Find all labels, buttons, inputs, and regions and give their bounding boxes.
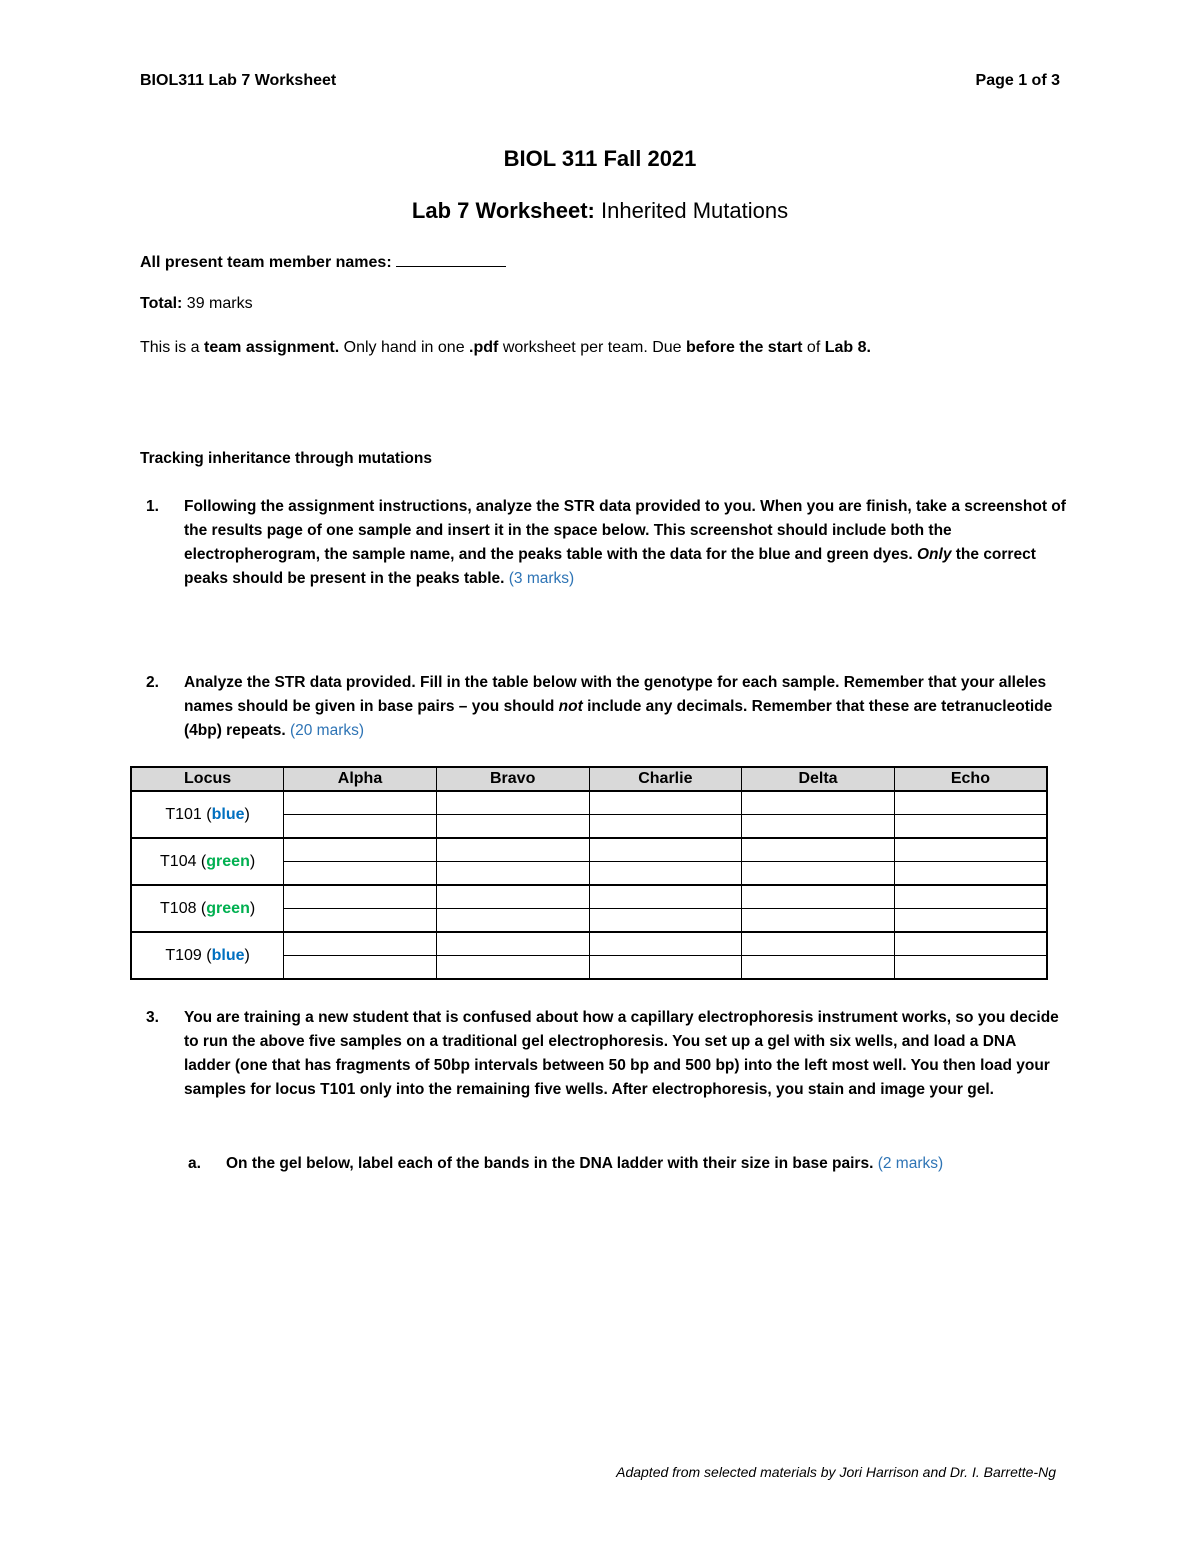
team-names-line — [140, 250, 506, 273]
running-header-title: BIOL311 Lab 7 Worksheet — [140, 72, 337, 89]
genotype-cell[interactable] — [589, 862, 742, 886]
genotype-cell[interactable] — [436, 791, 589, 815]
genotype-cell[interactable] — [742, 932, 895, 956]
genotype-cell[interactable] — [589, 791, 742, 815]
team-names-blank[interactable] — [396, 250, 506, 267]
document-subtitle: Lab 7 Worksheet: Inherited Mutations — [411, 198, 789, 223]
question-3a-marks: (2 marks) — [877, 1155, 944, 1172]
header-bravo: Bravo — [436, 767, 589, 791]
header-alpha: Alpha — [284, 767, 437, 791]
team-names-label: All present team member names: — [140, 254, 392, 271]
table-row — [131, 791, 1047, 815]
header-delta: Delta — [742, 767, 895, 791]
genotype-cell[interactable] — [742, 862, 895, 886]
genotype-cell[interactable] — [894, 932, 1047, 956]
table-row — [131, 838, 1047, 862]
genotype-cell[interactable] — [284, 791, 437, 815]
genotype-cell[interactable] — [589, 838, 742, 862]
genotype-cell[interactable] — [284, 932, 437, 956]
genotype-cell[interactable] — [589, 885, 742, 909]
genotype-cell[interactable] — [742, 956, 895, 980]
genotype-cell[interactable] — [436, 815, 589, 839]
locus-t104: T104 (green) — [131, 838, 284, 885]
genotype-cell[interactable] — [284, 909, 437, 933]
genotype-cell[interactable] — [742, 791, 895, 815]
question-1: 1. Following the assignment instructions, analyze the STR data provided to you. When you are finish, take a screenshot of the results page of one sample and insert it in the space below. This screenshot should include both the electropherogram, the sample name, and the peaks table with the data for the blue and green dyes. Only the correct peaks should be present in the peaks table. (3 marks) — [146, 498, 1066, 587]
locus-t109: T109 (blue) — [131, 932, 284, 979]
genotype-cell[interactable] — [284, 815, 437, 839]
genotype-cell[interactable] — [894, 909, 1047, 933]
page-number: Page 1 of 3 — [975, 72, 1060, 89]
genotype-cell[interactable] — [436, 932, 589, 956]
genotype-cell[interactable] — [589, 932, 742, 956]
footer-attribution: Adapted from selected materials by Jori Harrison and Dr. I. Barrette-Ng — [616, 1464, 1056, 1480]
assignment-note: This is a team assignment. Only hand in one .pdf worksheet per team. Due before the start of Lab 8. — [140, 339, 871, 356]
genotype-cell[interactable] — [589, 815, 742, 839]
genotype-cell[interactable] — [284, 956, 437, 980]
total-marks-line: Total: 39 marks — [140, 295, 253, 312]
genotype-cell[interactable] — [894, 838, 1047, 862]
genotype-cell[interactable] — [894, 956, 1047, 980]
question-3a: a. On the gel below, label each of the bands in the DNA ladder with their size in base pairs. (2 marks) — [188, 1155, 944, 1172]
genotype-cell[interactable] — [284, 862, 437, 886]
locus-t108: T108 (green) — [131, 885, 284, 932]
table-row — [131, 932, 1047, 956]
question-2: 2. Analyze the STR data provided. Fill in the table below with the genotype for each sample. Remember that your alleles names should be given in base pairs – you should not include any decimals. Remember that these are tetranucleotide (4bp) repeats. (20 marks) — [146, 674, 1053, 739]
genotype-cell[interactable] — [894, 791, 1047, 815]
table-row — [131, 885, 1047, 909]
genotype-table-header-row — [131, 767, 1047, 791]
genotype-cell[interactable] — [742, 909, 895, 933]
genotype-cell[interactable] — [894, 885, 1047, 909]
genotype-cell[interactable] — [894, 815, 1047, 839]
genotype-cell[interactable] — [436, 862, 589, 886]
genotype-table — [130, 766, 1048, 980]
question-3: 3. You are training a new student that is confused about how a capillary electrophoresis instrument works, so you decide to run the above five samples on a traditional gel electrophoresis. You set up a gel with six wells, and load a DNA ladder (one that has fragments of 50bp intervals between 50 bp and 500 bp) into the left most well. You then load your samples for locus T101 only into the remaining five wells. After electrophoresis, you stain and image your gel. — [146, 1009, 1059, 1098]
section-heading: Tracking inheritance through mutations — [140, 450, 432, 467]
genotype-cell[interactable] — [589, 956, 742, 980]
genotype-cell[interactable] — [742, 838, 895, 862]
genotype-cell[interactable] — [436, 909, 589, 933]
genotype-cell[interactable] — [436, 838, 589, 862]
genotype-cell[interactable] — [284, 838, 437, 862]
question-1-marks: (3 marks) — [508, 570, 575, 587]
header-charlie: Charlie — [589, 767, 742, 791]
genotype-cell[interactable] — [742, 815, 895, 839]
header-locus: Locus — [131, 767, 284, 791]
genotype-cell[interactable] — [894, 862, 1047, 886]
document-title: BIOL 311 Fall 2021 — [503, 146, 697, 171]
genotype-cell[interactable] — [436, 885, 589, 909]
header-echo: Echo — [894, 767, 1047, 791]
genotype-cell[interactable] — [742, 885, 895, 909]
genotype-cell[interactable] — [589, 909, 742, 933]
locus-t101: T101 (blue) — [131, 791, 284, 838]
genotype-cell[interactable] — [284, 885, 437, 909]
question-2-marks: (20 marks) — [289, 722, 365, 739]
genotype-cell[interactable] — [436, 956, 589, 980]
